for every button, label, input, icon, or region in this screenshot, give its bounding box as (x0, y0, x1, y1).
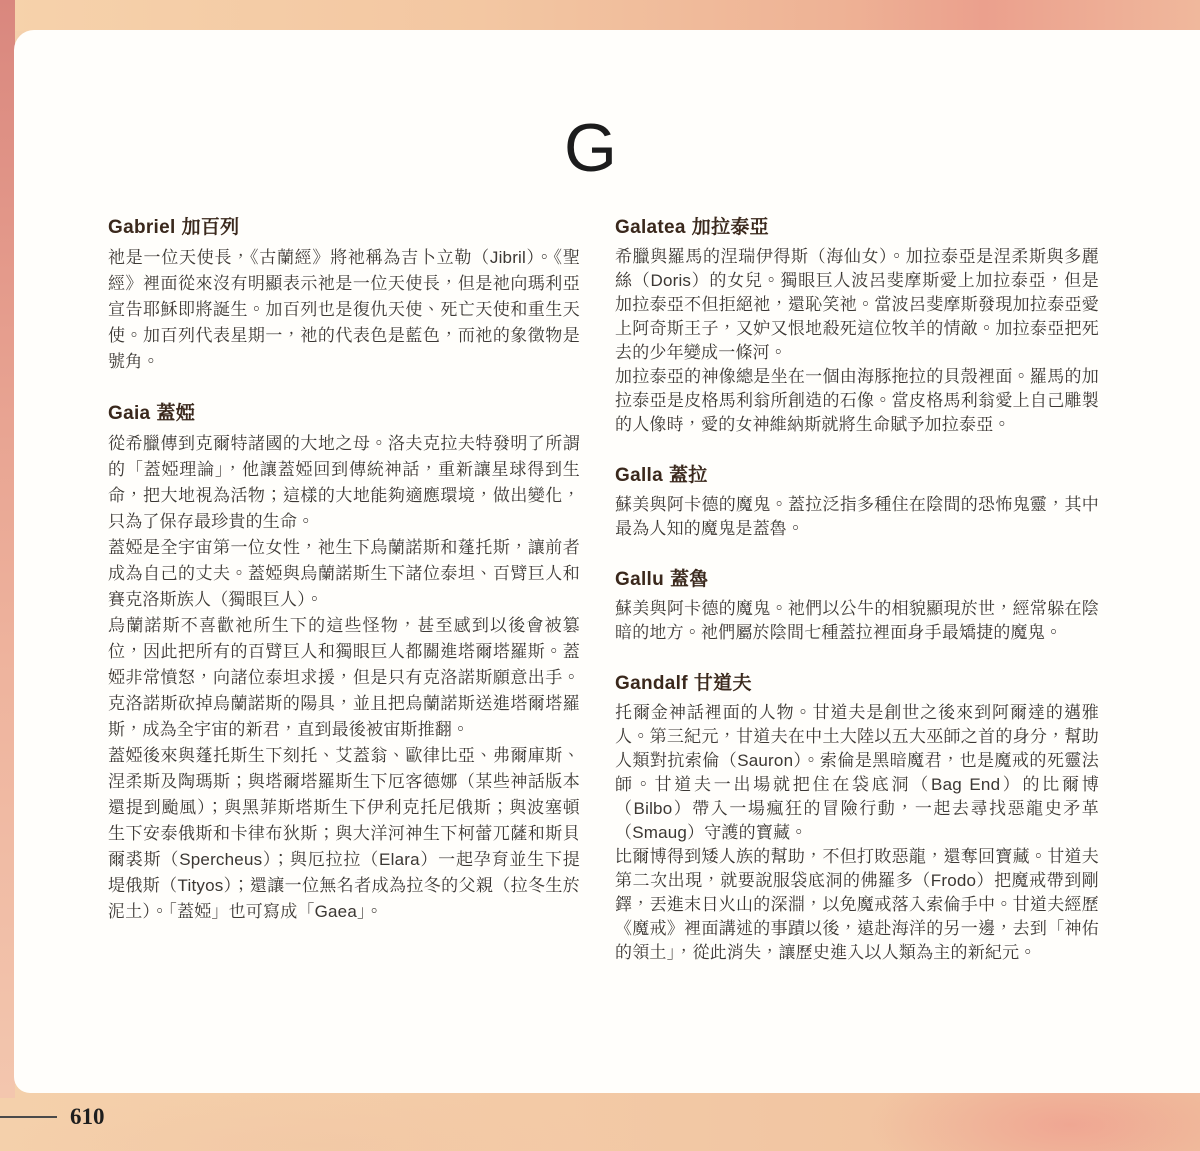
page-number: 610 (70, 1104, 105, 1129)
entry-term: Gandalf (615, 673, 688, 694)
entry-term: Gallu (615, 569, 665, 590)
entry-heading (108, 216, 580, 240)
entry-term: Galatea (615, 217, 686, 238)
entry-term: Galla (615, 465, 663, 486)
entry-heading (615, 464, 1099, 488)
entry-paragraph: 希臘與羅馬的涅瑞伊得斯（海仙女）。加拉泰亞是涅柔斯與多麗絲（Doris）的女兒。獨眼巨人波呂斐摩斯愛上加拉泰亞，但是加拉泰亞不但拒絕祂，還恥笑祂。當波呂斐摩斯發現加拉泰亞愛上阿奇斯王子，又妒又恨地殺死這位牧羊的情敵。加拉泰亞把死去的少年變成一條河。 (615, 247, 1099, 362)
entry-term-chinese: 甘道夫 (693, 673, 752, 694)
entry-paragraph: 托爾金神話裡面的人物。甘道夫是創世之後來到阿爾達的邁雅人。第三紀元，甘道夫在中土大陸以五大巫師之首的身分，幫助人類對抗索倫（Sauron）。索倫是黑暗魔君，也是魔戒的死靈法師。甘道夫一出場就把住在袋底洞（Bag End）的比爾博（Bilbo）帶入一場瘋狂的冒險行動，一起去尋找惡龍史矛革（Smaug）守護的寶藏。 (615, 703, 1099, 842)
entry-term-chinese: 蓋拉 (668, 465, 708, 486)
entry-gabriel (108, 216, 580, 375)
page-paper (14, 30, 1200, 1093)
entry-gandalf (615, 672, 1099, 965)
entry-heading (615, 568, 1099, 592)
entry-paragraph: 蘇美與阿卡德的魔鬼。蓋拉泛指多種住在陰間的恐怖鬼靈，其中最為人知的魔鬼是蓋魯。 (615, 495, 1099, 538)
entry-paragraph: 烏蘭諾斯不喜歡祂所生下的這些怪物，甚至感到以後會被篡位，因此把所有的百臂巨人和獨眼巨人都關進塔爾塔羅斯。蓋婭非常憤怒，向諸位泰坦求援，但是只有克洛諾斯願意出手。克洛諾斯砍掉烏蘭諾斯的陽具，並且把烏蘭諾斯送進塔爾塔羅斯，成為全宇宙的新君，直到最後被宙斯推翻。 (108, 616, 580, 739)
entry-term-chinese: 蓋婭 (156, 403, 196, 424)
entry-paragraph: 蓋婭是全宇宙第一位女性，祂生下烏蘭諾斯和蓬托斯，讓前者成為自己的丈夫。蓋婭與烏蘭諾斯生下諸位泰坦、百臂巨人和賽克洛斯族人（獨眼巨人）。 (108, 538, 580, 609)
entry-gallu (615, 568, 1099, 645)
entry-term-chinese: 加拉泰亞 (691, 217, 769, 238)
entry-galla (615, 464, 1099, 541)
scan-edge-top (0, 0, 1200, 31)
entry-paragraph: 蓋婭後來與蓬托斯生下刻托、艾蓋翁、歐律比亞、弗爾庫斯、涅柔斯及陶瑪斯；與塔爾塔羅斯生下厄客德娜（某些神話版本還提到颱風）；與黑菲斯塔斯生下伊利克托尼俄斯；與波塞頓生下安泰俄斯和卡律布狄斯；與大洋河神生下柯蕾兀薩和斯貝爾裘斯（Spercheus）；與厄拉拉（Elara）一起孕育並生下提堤俄斯（Tityos）；還讓一位無名者成為拉冬的父親（拉冬生於泥土）。「蓋婭」也可寫成「Gaea」。 (108, 746, 580, 921)
section-letter-heading: G (564, 110, 617, 186)
entry-paragraph: 比爾博得到矮人族的幫助，不但打敗惡龍，還奪回寶藏。甘道夫第二次出現，就要說服袋底洞的佛羅多（Frodo）把魔戒帶到剛鐸，丟進末日火山的深淵，以免魔戒落入索倫手中。甘道夫經歷《魔戒》裡面講述的事蹟以後，遠赴海洋的另一邊，去到「神佑的領土」，從此消失，讓歷史進入以人類為主的新紀元。 (615, 847, 1099, 962)
column-left (108, 216, 580, 925)
entry-heading (615, 672, 1099, 696)
entry-heading (615, 216, 1099, 240)
entry-paragraph: 從希臘傳到克爾特諸國的大地之母。洛夫克拉夫特發明了所謂的「蓋婭理論」，他讓蓋婭回到傳統神話，重新讓星球得到生命，把大地視為活物；這樣的大地能夠適應環境，做出變化，只為了保存最珍貴的生命。 (108, 434, 580, 531)
entry-paragraph: 加拉泰亞的神像總是坐在一個由海豚拖拉的貝殼裡面。羅馬的加拉泰亞是皮格馬利翁所創造的石像。當皮格馬利翁愛上自己雕製的人像時，愛的女神維納斯就將生命賦予加拉泰亞。 (615, 367, 1099, 434)
entry-galatea (615, 216, 1099, 437)
scan-edge-left (0, 0, 15, 1098)
footer-rule (0, 1116, 57, 1118)
entry-term-chinese: 加百列 (181, 217, 240, 238)
entry-paragraph: 蘇美與阿卡德的魔鬼。祂們以公牛的相貌顯現於世，經常躲在陰暗的地方。祂們屬於陰間七種蓋拉裡面身手最矯捷的魔鬼。 (615, 599, 1099, 642)
entry-gaia (108, 402, 580, 925)
entry-term: Gaia (108, 403, 151, 424)
entry-paragraph: 祂是一位天使長，《古蘭經》將祂稱為吉卜立勒（Jibril）。《聖經》裡面從來沒有明顯表示祂是一位天使長，但是祂向瑪利亞宣告耶穌即將誕生。加百列也是復仇天使、死亡天使和重生天使。加百列代表星期一，祂的代表色是藍色，而祂的象徵物是號角。 (108, 248, 580, 371)
page-footer (0, 1104, 105, 1130)
entry-term-chinese: 蓋魯 (670, 569, 709, 590)
entry-term: Gabriel (108, 217, 176, 238)
entry-heading (108, 402, 580, 426)
column-right (615, 216, 1099, 965)
